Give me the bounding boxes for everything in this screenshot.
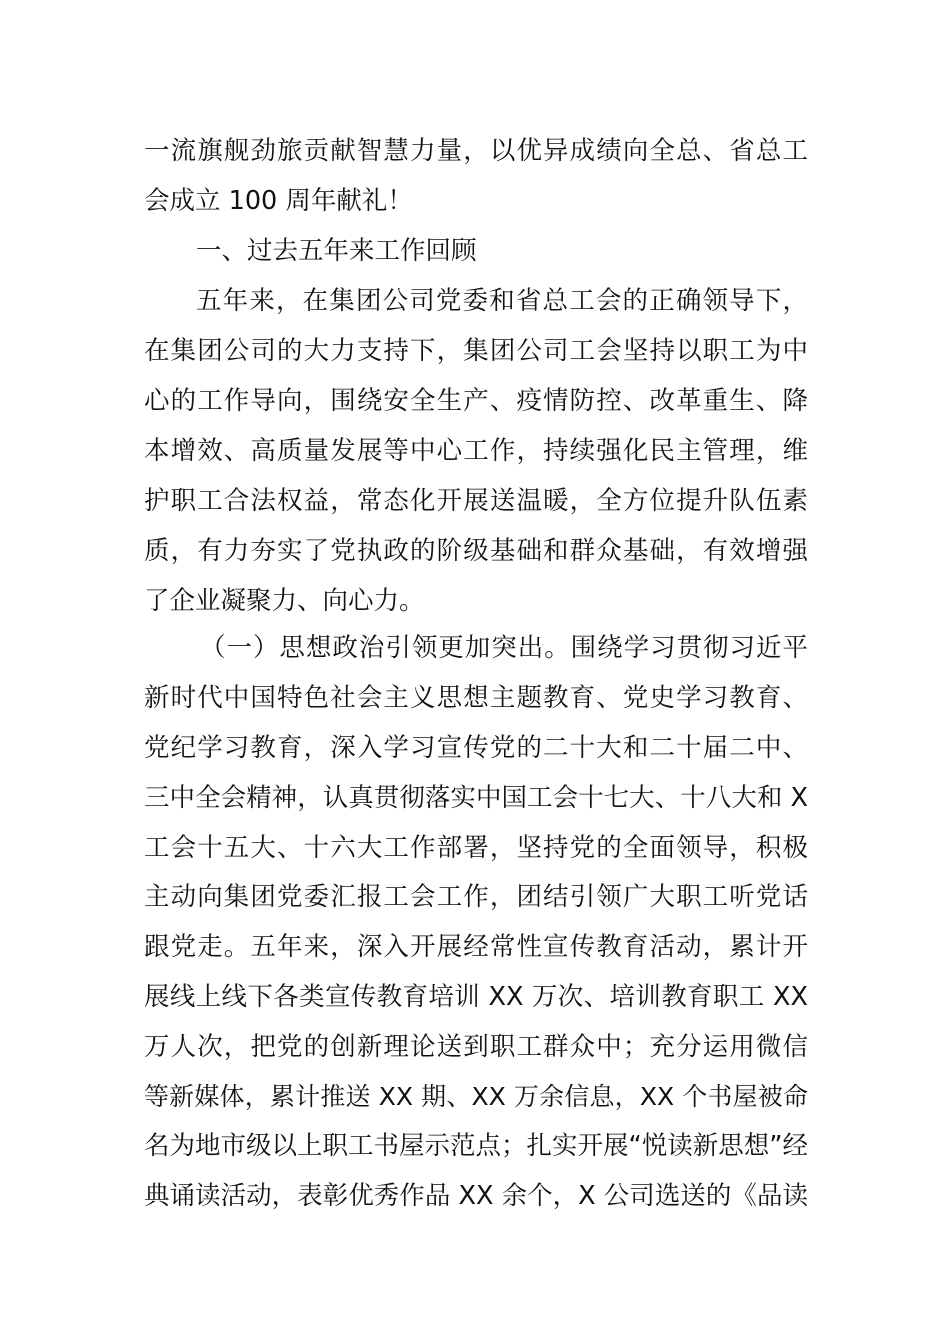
body-text-line: 万人次，把党的创新理论送到职工群众中；充分运用微信	[144, 1032, 808, 1062]
body-text-line: 三中全会精神，认真贯彻落实中国工会十七大、十八大和 X	[144, 783, 808, 813]
section-heading: 一、过去五年来工作回顾	[196, 236, 477, 266]
body-text-line: 在集团公司的大力支持下，集团公司工会坚持以职工为中	[144, 336, 808, 366]
body-text-line: 会成立 100 周年献礼！	[144, 186, 413, 216]
subsection-heading-line: （一）思想政治引领更加突出。围绕学习贯彻习近平	[200, 633, 808, 663]
body-text-line: 了企业凝聚力、向心力。	[144, 586, 425, 616]
body-text-line: 护职工合法权益，常态化开展送温暖，全方位提升队伍素	[144, 486, 808, 516]
body-text-line: 工会十五大、十六大工作部署，坚持党的全面领导，积极	[144, 833, 808, 863]
body-text-line: 跟党走。五年来，深入开展经常性宣传教育活动，累计开	[144, 932, 808, 962]
body-text-line: 党纪学习教育，深入学习宣传党的二十大和二十届二中、	[144, 733, 808, 763]
body-text-line: 心的工作导向，围绕安全生产、疫情防控、改革重生、降	[144, 386, 808, 416]
body-text-line: 主动向集团党委汇报工会工作，团结引领广大职工听党话	[144, 882, 808, 912]
body-text-line: 本增效、高质量发展等中心工作，持续强化民主管理，维	[144, 436, 808, 466]
body-text-line: 典诵读活动，表彰优秀作品 XX 余个，X 公司选送的《品读	[144, 1181, 808, 1211]
body-text-line: 一流旗舰劲旅贡献智慧力量，以优异成绩向全总、省总工	[144, 136, 808, 166]
body-text-line: 等新媒体，累计推送 XX 期、XX 万余信息，XX 个书屋被命	[144, 1082, 808, 1111]
body-text-line: 新时代中国特色社会主义思想主题教育、党史学习教育、	[144, 683, 808, 713]
body-text-line: 名为地市级以上职工书屋示范点；扎实开展“悦读新思想”经	[144, 1131, 808, 1161]
body-text-line: 展线上线下各类宣传教育培训 XX 万次、培训教育职工 XX	[144, 982, 808, 1012]
body-text-line: 质，有力夯实了党执政的阶级基础和群众基础，有效增强	[144, 536, 808, 566]
body-text-line: 五年来，在集团公司党委和省总工会的正确领导下，	[196, 286, 808, 316]
